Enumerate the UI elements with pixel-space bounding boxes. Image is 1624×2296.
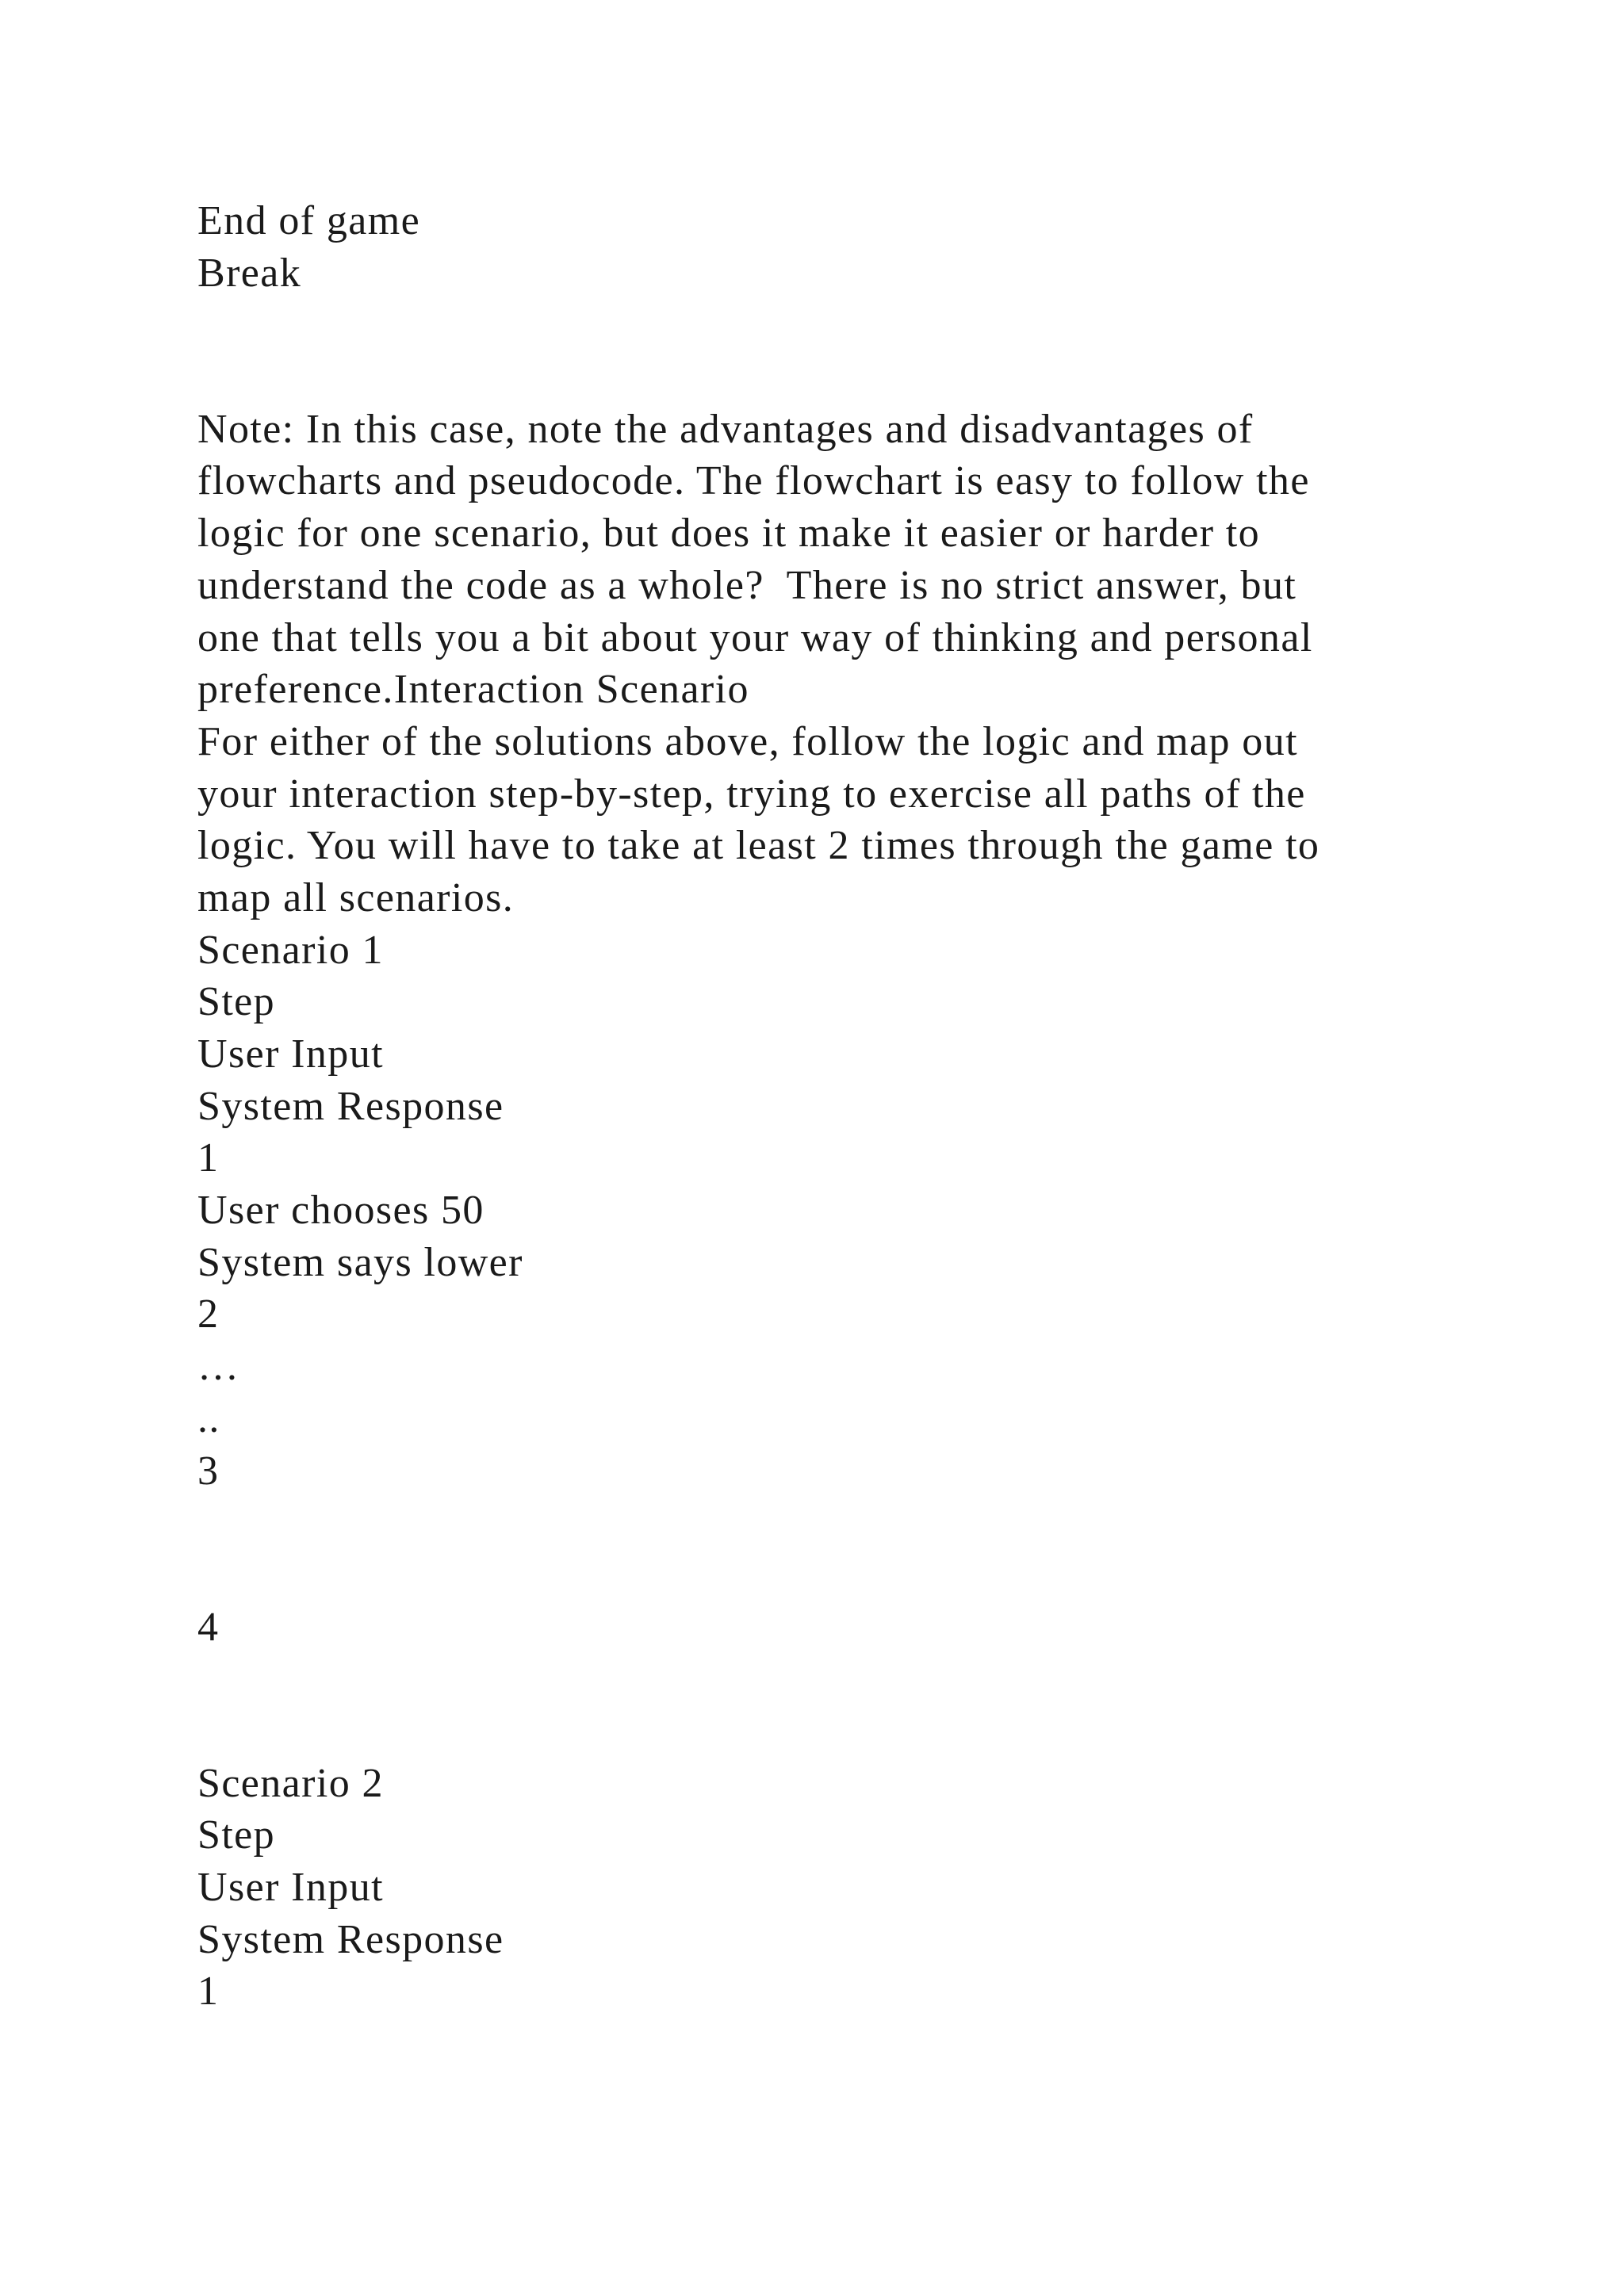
blank-line	[197, 1653, 1506, 1705]
blank-line	[197, 299, 1506, 351]
text-line: 2	[197, 1292, 220, 1337]
document-body	[197, 195, 1506, 2018]
text-line: preference.Interaction Scenario	[197, 667, 749, 713]
text-line: Note: In this case, note the advantages and disadvantages of	[197, 406, 1254, 452]
text-line: System Response	[197, 1083, 504, 1129]
text-line: logic. You will have to take at least 2 times through the game to	[197, 823, 1320, 869]
text-line: 4	[197, 1604, 220, 1650]
text-line: User Input	[197, 1031, 384, 1077]
blank-line	[197, 351, 1506, 404]
text-line: map all scenarios.	[197, 874, 515, 920]
text-line: Break	[197, 250, 302, 296]
text-line: Step	[197, 1812, 276, 1858]
text-line: 1	[197, 1135, 220, 1181]
text-line: logic for one scenario, but does it make it easier or harder to	[197, 511, 1261, 557]
text-line: Scenario 2	[197, 1760, 384, 1806]
text-line: User Input	[197, 1865, 384, 1910]
blank-line	[197, 1549, 1506, 1601]
text-line: ..	[197, 1395, 220, 1441]
blank-line	[197, 1705, 1506, 1758]
text-line: User chooses 50	[197, 1188, 485, 1234]
text-line: understand the code as a whole? There is no strict answer, but	[197, 562, 1297, 608]
text-line: For either of the solutions above, follow the logic and map out	[197, 718, 1298, 764]
text-line: System Response	[197, 1916, 504, 1962]
text-line: one that tells you a bit about your way of thinking and personal	[197, 614, 1313, 660]
text-line: System says lower	[197, 1239, 523, 1285]
text-line: 1	[197, 1969, 220, 2015]
text-line: flowcharts and pseudocode. The flowchart is easy to follow the	[197, 458, 1310, 504]
text-line: End of game	[197, 198, 421, 243]
blank-line	[197, 1497, 1506, 1549]
text-line: 3	[197, 1448, 220, 1494]
text-line: your interaction step-by-step, trying to exercise all paths of the	[197, 771, 1306, 817]
text-line: Scenario 1	[197, 927, 384, 973]
text-line: …	[197, 1344, 240, 1390]
text-line: Step	[197, 979, 276, 1025]
